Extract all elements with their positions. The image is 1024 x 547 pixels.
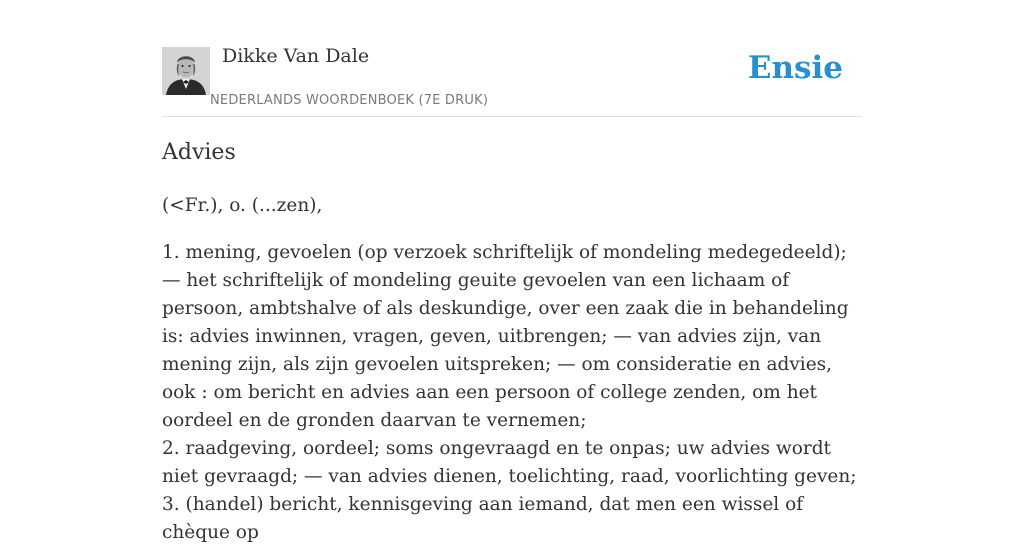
definition-2: 2. raadgeving, oordeel; soms ongevraagd en te onpas; uw advies wordt niet gevraagd; — van advies dienen, toelichting, raad, voorlichting geven;	[162, 438, 857, 487]
content-container	[162, 0, 862, 543]
author-avatar[interactable]	[162, 47, 210, 95]
definition-1: 1. mening, gevoelen (op verzoek schriftelijk of mondeling medegedeeld); — het schriftelijk of mondeling geuite gevoelen van een lichaam of persoon, ambtshalve of als deskundige, over een zaak die in behandeling is: advies inwinnen, vragen, geven, uitbrengen; — van advies zijn, van mening zijn, als zijn gevoelen uitspreken; — om consideratie en advies, ook : om bericht en advies aan een persoon of college zenden, om het oordeel en de gronden daarvan te vernemen;	[162, 242, 849, 431]
source-label: NEDERLANDS WOORDENBOEK (7E DRUK)	[210, 93, 489, 108]
definition-3: 3. (handel) bericht, kennisgeving aan iemand, dat men een wissel of chèque op	[162, 494, 804, 543]
entry-body	[162, 192, 862, 547]
ensie-logo[interactable]: Ensie	[747, 50, 843, 86]
entry-grammar: (<Fr.), o. (...zen),	[162, 195, 323, 216]
entry-title: Advies	[162, 140, 236, 165]
author-name[interactable]: Dikke Van Dale	[222, 45, 370, 67]
header	[162, 0, 862, 117]
portrait-image	[162, 47, 210, 95]
